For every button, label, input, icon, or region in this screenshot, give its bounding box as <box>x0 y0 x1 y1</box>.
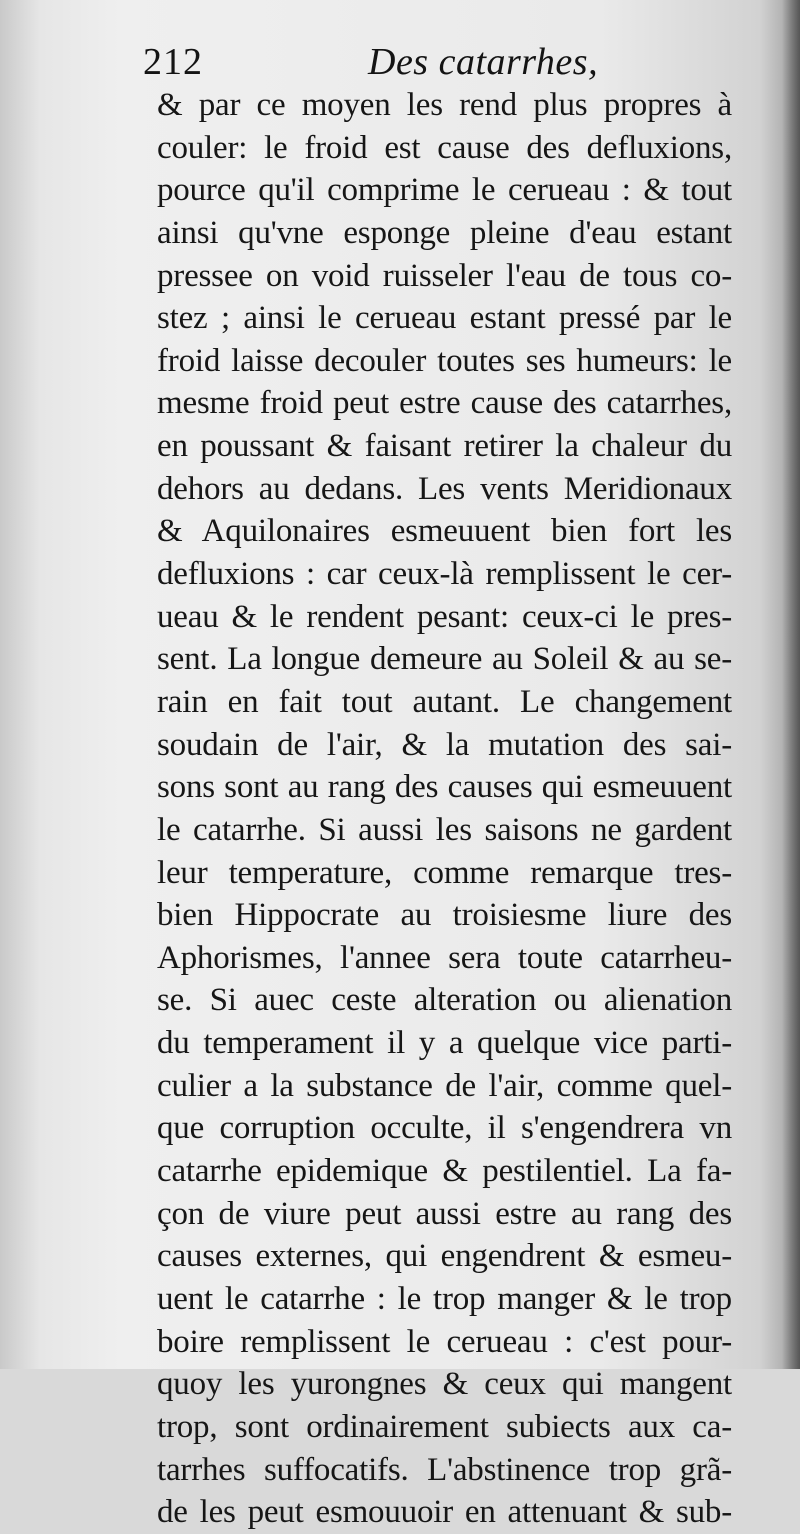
text-line: trop, sont ordinairement subiects aux ca- <box>157 1408 732 1445</box>
text-line: de les peut esmouuoir en attenuant & sub- <box>157 1494 732 1531</box>
text-line: bien Hippocrate au troisiesme liure des <box>157 897 732 934</box>
text-line: le catarrhe. Si aussi les saisons ne gardent <box>157 811 732 848</box>
text-line: soudain de l'air, & la mutation des sai- <box>157 726 732 763</box>
text-line: ainsi qu'vne esponge pleine d'eau estant <box>157 214 732 251</box>
text-line: en poussant & faisant retirer la chaleur du <box>157 428 732 465</box>
text-line: se. Si auec ceste alteration ou alienation <box>157 982 732 1019</box>
page-spine-shadow <box>782 0 800 1369</box>
text-line: rain en fait tout autant. Le changement <box>157 683 732 720</box>
text-line: ueau & le rendent pesant: ceux-ci le pres- <box>157 598 732 635</box>
text-line: defluxions : car ceux-là remplissent le cer- <box>157 556 732 593</box>
text-line: dehors au dedans. Les vents Meridionaux <box>157 470 732 507</box>
text-line: tarrhes suffocatifs. L'abstinence trop grã- <box>157 1451 732 1488</box>
page-header <box>143 40 733 90</box>
text-line: couler: le froid est cause des defluxions, <box>157 129 732 166</box>
text-line: causes externes, qui engendrent & esmeu- <box>157 1238 732 1275</box>
text-line: uent le catarrhe : le trop manger & le trop <box>157 1280 732 1317</box>
text-line: culier a la substance de l'air, comme quel- <box>157 1067 732 1104</box>
body-text <box>157 84 732 1534</box>
text-line: pressee on void ruisseler l'eau de tous co- <box>157 257 732 294</box>
running-head: Des catarrhes, <box>368 41 599 83</box>
text-line: que corruption occulte, il s'engendrera vn <box>157 1110 732 1147</box>
text-line: Aphorismes, l'annee sera toute catarrheu- <box>157 939 732 976</box>
text-line: çon de viure peut aussi estre au rang des <box>157 1195 732 1232</box>
text-line: stez ; ainsi le cerueau estant pressé par le <box>157 300 732 337</box>
text-line: quoy les yurongnes & ceux qui mangent <box>157 1366 732 1403</box>
text-line: sons sont au rang des causes qui esmeuuent <box>157 769 732 806</box>
text-line: sent. La longue demeure au Soleil & au se- <box>157 641 732 678</box>
text-line: du temperament il y a quelque vice parti- <box>157 1025 732 1062</box>
text-line: pource qu'il comprime le cerueau : & tout <box>157 172 732 209</box>
text-line: boire remplissent le cerueau : c'est pour- <box>157 1323 732 1360</box>
text-line: leur temperature, comme remarque tres- <box>157 854 732 891</box>
text-line: catarrhe epidemique & pestilentiel. La fa- <box>157 1153 732 1190</box>
text-line: froid laisse decouler toutes ses humeurs: le <box>157 342 732 379</box>
text-line: & Aquilonaires esmeuuent bien fort les <box>157 513 732 550</box>
page-number: 212 <box>143 41 203 83</box>
text-line: mesme froid peut estre cause des catarrhes, <box>157 385 732 422</box>
text-line: & par ce moyen les rend plus propres à <box>157 87 732 123</box>
